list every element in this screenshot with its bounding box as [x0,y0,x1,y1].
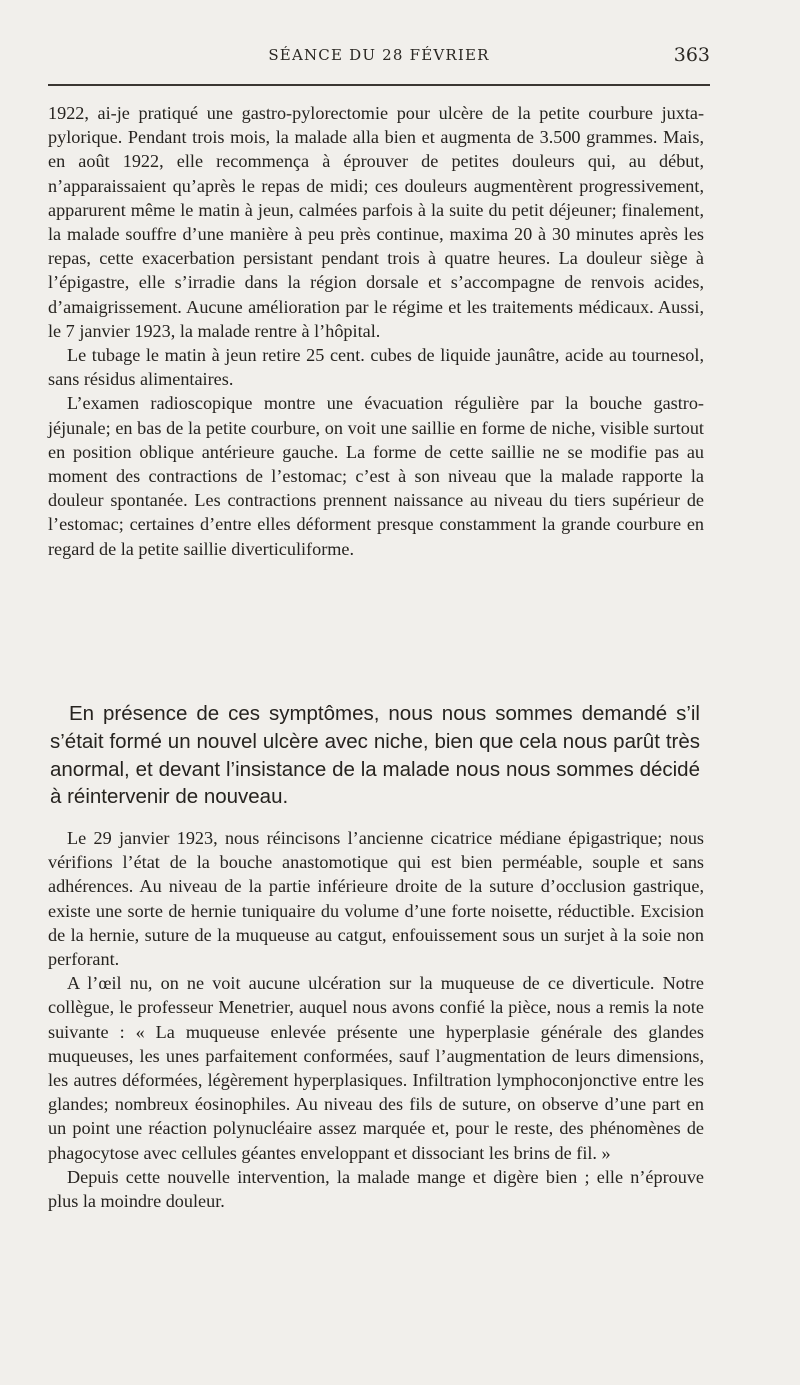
paragraph-outcome: Depuis cette nouvelle intervention, la malade mange et digère bien ; elle n’éprouve plus la moindre douleur. [48,1166,704,1212]
paragraph-pathology-note: A l’œil nu, on ne voit aucune ulcération sur la muqueuse de ce diverticule. Notre collègue, le professeur Menetrier, auquel nous avons confié la pièce, nous a remis la note suivante : « La muqueuse enlevée présente une hyperplasie générale des glandes muqueuses, les unes parfaitement conformées, sauf l’augmentation de leurs dimensions, les autres déformées, légèrement hyperplasiques. Infiltration lymphoconjonctive entre les glandes; nombreux éosinophiles. Au niveau des fils de suture, on observe d’une part en un point une réaction polynucléaire assez marquée et, pour le reste, des phénomènes de phagocytose avec cellules géantes enveloppant et dissociant les brins de fil. » [48,973,704,1163]
paragraph-radioscopy: L’examen radioscopique montre une évacuation régulière par la bouche gastro-jéjunale; en bas de la petite courbure, on voit une saillie en forme de niche, visible surtout en position oblique antérieure gauche. La forme de cette saillie ne se modifie pas au moment des contractions de l’estomac; c’est à son niveau que la malade rapporte la douleur spontanée. Les contractions prennent naissance au niveau du tiers supérieur de l’estomac; certaines d’entre elles déforment presque constamment la grande courbure en regard de la petite saillie diverticuliforme. [48,393,704,559]
paragraph-operation: Le 29 janvier 1923, nous réincisons l’ancienne cicatrice médiane épigastrique; nous vérifions l’état de la bouche anastomotique qui est bien perméable, souple et sans adhérences. Au niveau de la partie inférieure droite de la suture d’occlusion gastrique, existe une sorte de hernie tuniquaire du volume d’une forte noisette, réductible. Excision de la hernie, suture de la muqueuse au catgut, enfouissement sous un surjet à la soie non perforant. [48,828,704,970]
page-header [48,46,710,74]
case-history-section [48,101,704,561]
paragraph-case-history: 1922, ai-je pratiqué une gastro-pylorectomie pour ulcère de la petite courbure juxta-pylorique. Pendant trois mois, la malade alla bien et augmenta de 3.500 grammes. Mais, en août 1922, elle recommença à éprouver de petites douleurs qui, au début, n’apparaissaient qu’après le repas de midi; ces douleurs augmentèrent progressivement, apparurent même le matin à jeun, calmées parfois à la suite du petit déjeuner; finalement, la malade souffre d’une manière à peu près continue, maxima 20 à 30 minutes après les repas, cette exacerbation persistant pendant trois à quatre heures. La douleur siège à l’épigastre, elle s’irradie dans la région dorsale et s’accompagne de renvois acides, d’amaigrissement. Aucune amélioration par le régime et les traitements médicaux. Aussi, le 7 janvier 1923, la malade rentre à l’hôpital. [48,103,704,341]
paragraph-tubage: Le tubage le matin à jeun retire 25 cent. cubes de liquide jaunâtre, acide au tournesol, sans résidus alimentaires. [48,345,704,390]
paragraph-decision: En présence de ces symptômes, nous nous sommes demandé s’il s’était formé un nouvel ulcère avec niche, bien que cela nous parût très anormal, et devant l’insistance de la malade nous nous sommes décidé à réintervenir de nouveau. [50,702,700,809]
running-title: SÉANCE DU 28 FÉVRIER [268,46,490,64]
operation-section [48,826,704,1213]
page-number: 363 [673,44,710,66]
header-rule [48,84,710,86]
decision-section [50,700,700,811]
